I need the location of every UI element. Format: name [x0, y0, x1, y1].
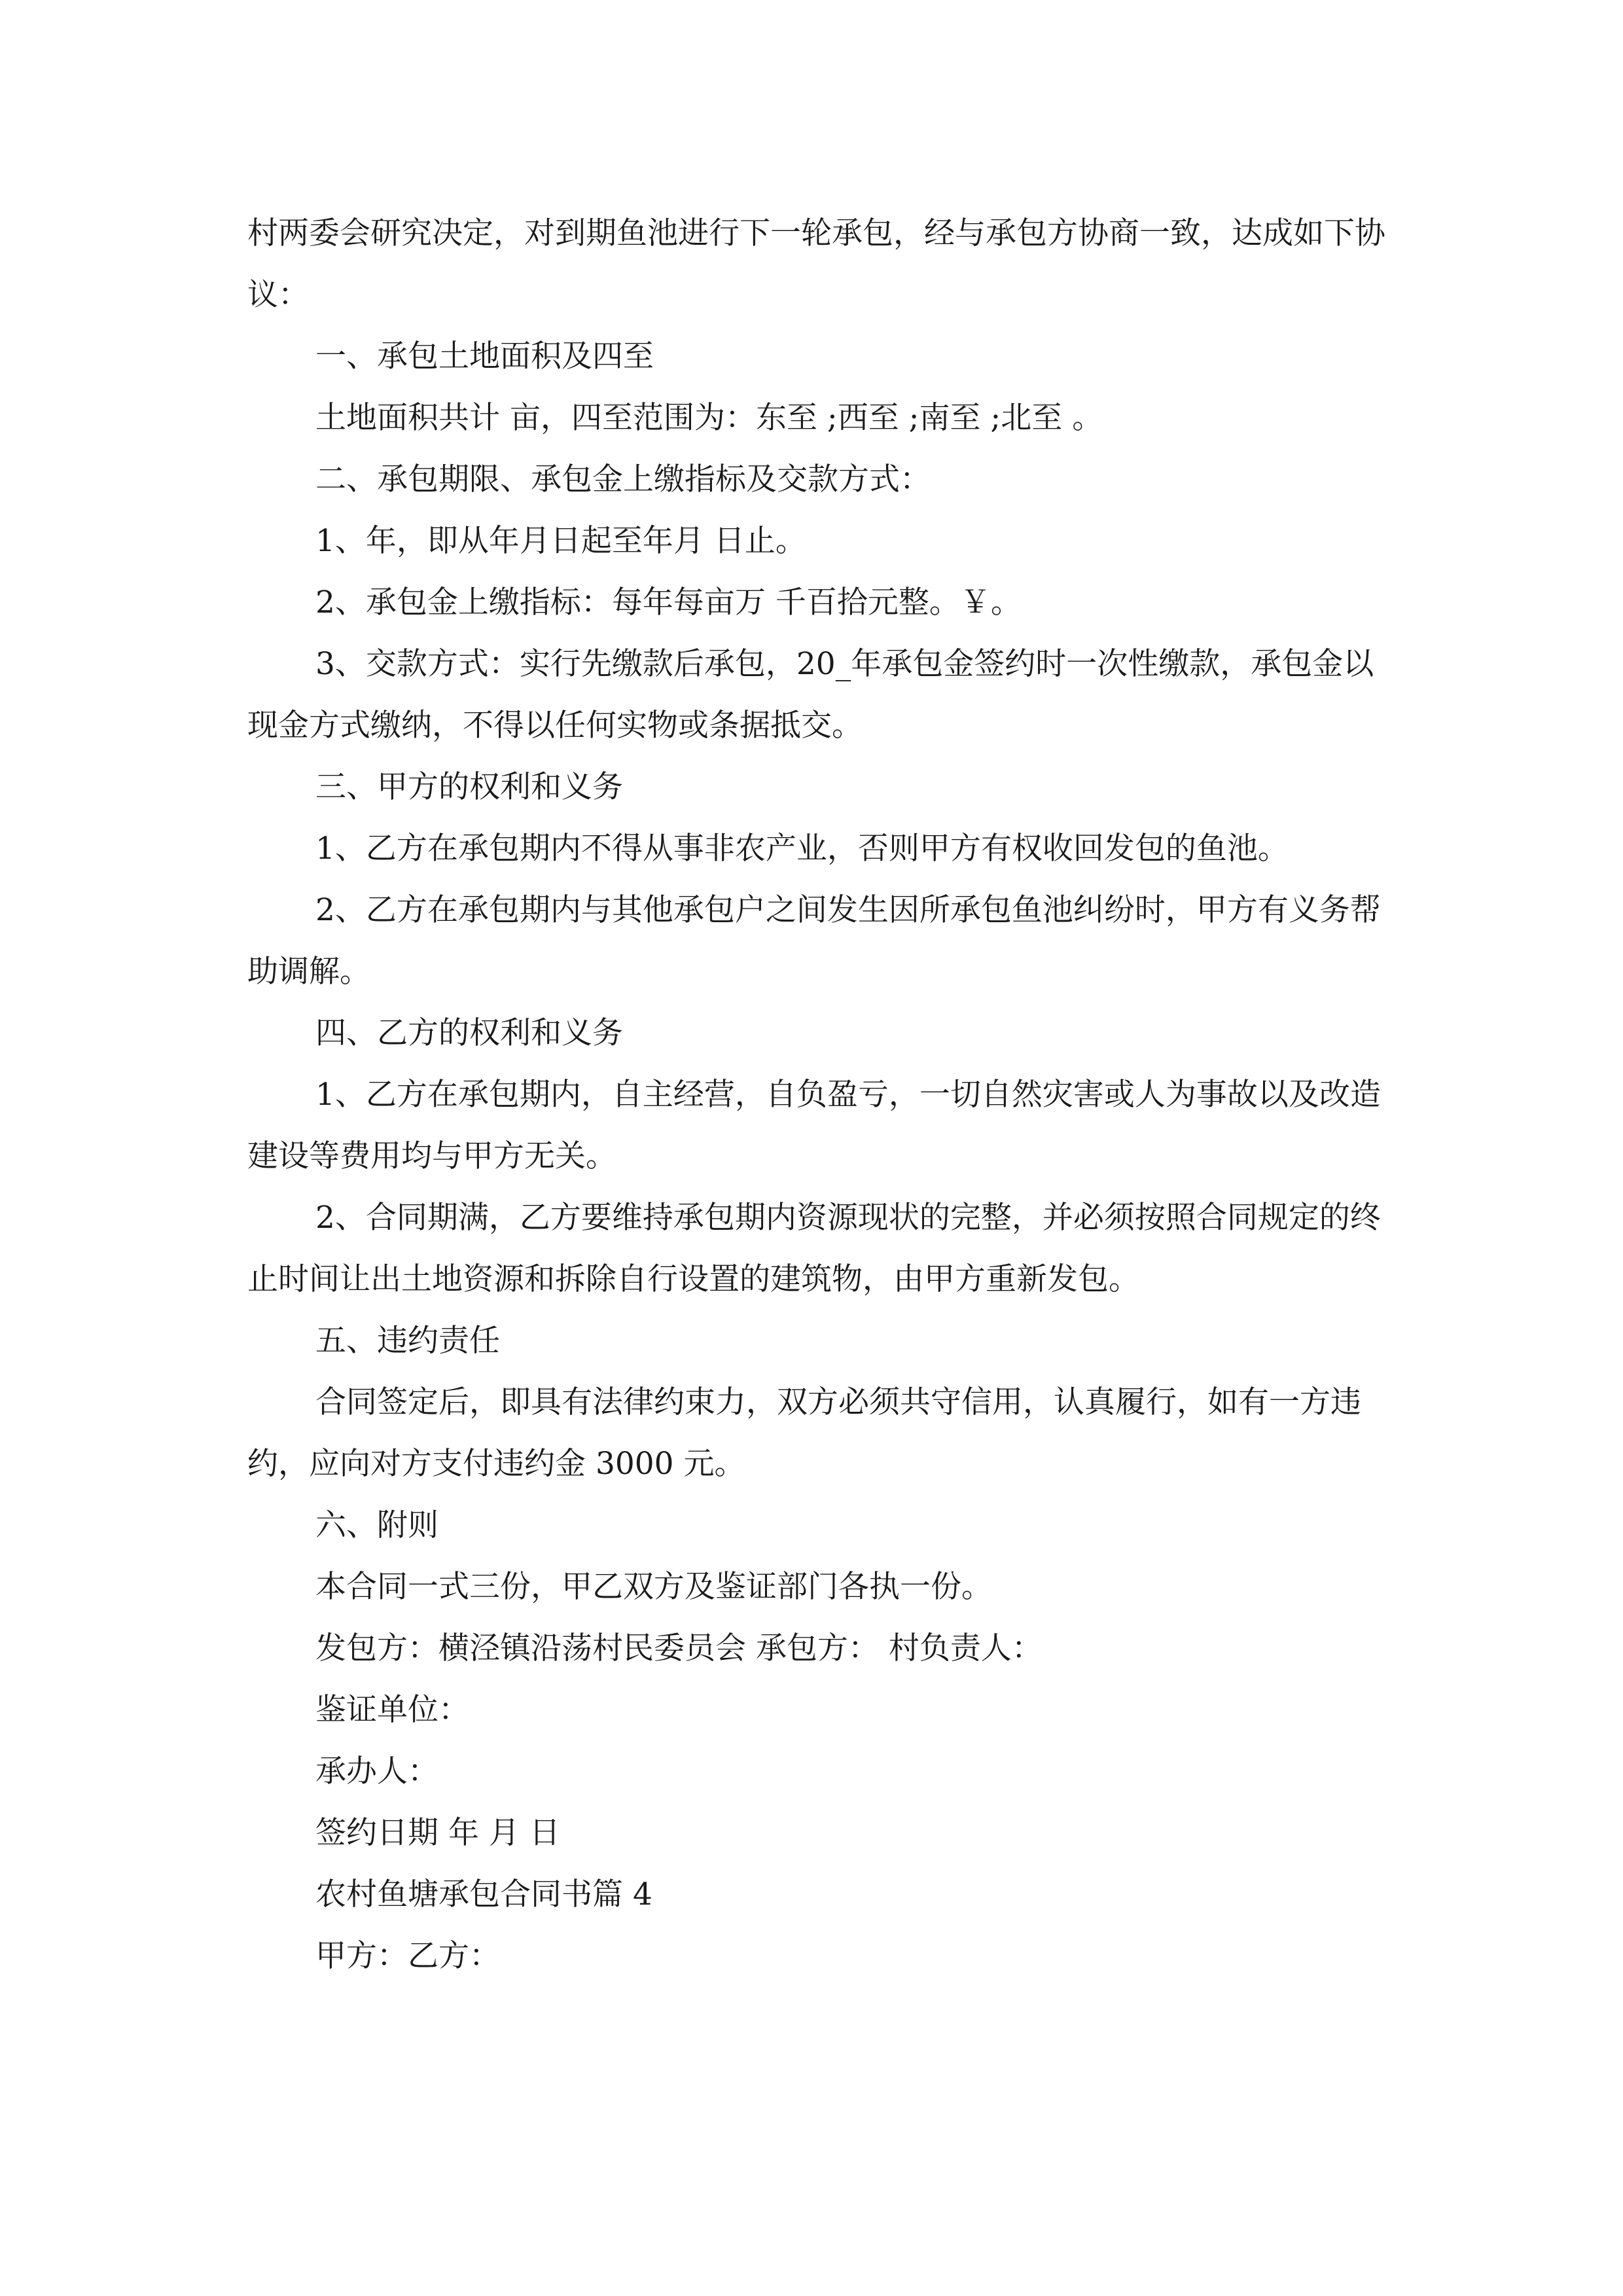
paragraph-intro: 村两委会研究决定，对到期鱼池进行下一轮承包，经与承包方协商一致，达成如下协议： [247, 215, 1385, 313]
signature-date: 签约日期 年 月 日 [315, 1815, 560, 1851]
document-body [247, 203, 1393, 1987]
heading-land-area: 一、承包土地面积及四至 [315, 338, 654, 374]
heading-appendix: 六、附则 [315, 1507, 438, 1543]
clause-a-2: 2、乙方在承包期内与其他承包户之间发生因所承包鱼池纠纷时，甲方有义务帮助调解。 [247, 892, 1381, 990]
clause-copies: 本合同一式三份，甲乙双方及鉴证部门各执一份。 [315, 1569, 992, 1605]
heading-breach: 五、违约责任 [315, 1323, 500, 1359]
clause-fee: 2、承包金上缴指标：每年每亩万 千百拾元整。￥。 [315, 584, 1022, 620]
clause-breach: 合同签定后，即具有法律约束力，双方必须共守信用，认真履行，如有一方违约，应向对方支付违约金 3000 元。 [247, 1384, 1361, 1482]
section-title-contract-4: 农村鱼塘承包合同书篇 4 [315, 1876, 652, 1912]
clause-b-1: 1、乙方在承包期内，自主经营，自负盈亏，一切自然灾害或人为事故以及改造建设等费用均与甲方无关。 [247, 1077, 1381, 1174]
clause-b-2: 2、合同期满，乙方要维持承包期内资源现状的完整，并必须按照合同规定的终止时间让出土地资源和拆除自行设置的建筑物，由甲方重新发包。 [247, 1200, 1381, 1297]
clause-a-1: 1、乙方在承包期内不得从事非农产业，否则甲方有权收回发包的鱼池。 [315, 831, 1289, 867]
clause-payment-method: 3、交款方式：实行先缴款后承包，20_年承包金签约时一次性缴款，承包金以现金方式缴纳，不得以任何实物或条据抵交。 [247, 646, 1374, 744]
signature-parties: 发包方：横泾镇沿荡村民委员会 承包方： 村负责人： [315, 1630, 1043, 1666]
heading-term-payment: 二、承包期限、承包金上缴指标及交款方式： [315, 461, 931, 497]
clause-term: 1、年，即从年月日起至年月 日止。 [315, 523, 806, 559]
parties-line: 甲方：乙方： [315, 1938, 500, 1974]
signature-verifier: 鉴证单位： [315, 1692, 469, 1728]
signature-handler: 承办人： [315, 1753, 438, 1789]
heading-party-b-rights: 四、乙方的权利和义务 [315, 1015, 623, 1051]
heading-party-a-rights: 三、甲方的权利和义务 [315, 769, 623, 805]
paragraph-land-area: 土地面积共计 亩，四至范围为：东至 ;西至 ;南至 ;北至 。 [315, 400, 1103, 436]
